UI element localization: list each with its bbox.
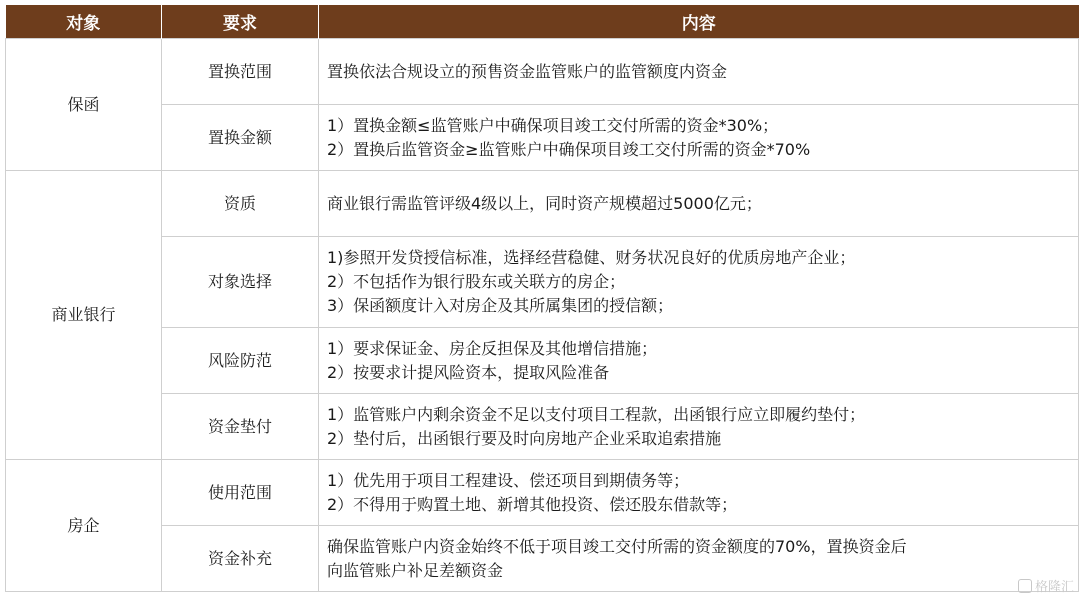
content-line: 2）垫付后，出函银行要及时向房地产企业采取追索措施	[327, 428, 722, 448]
table-row	[6, 171, 1079, 237]
table-row	[6, 460, 1079, 526]
requirement-cell: 使用范围	[162, 460, 319, 526]
requirement-cell: 风险防范	[162, 328, 319, 394]
content-cell	[319, 394, 1079, 460]
content-line: 1)参照开发贷授信标准，选择经营稳健、财务状况良好的优质房地产企业；	[327, 248, 856, 267]
requirement-cell: 资金补充	[162, 526, 319, 592]
content-cell	[319, 171, 1079, 237]
object-cell: 房企	[6, 460, 162, 592]
content-cell	[319, 237, 1079, 328]
table-row	[6, 237, 1079, 328]
content-line: 3）保函额度计入对房企及其所属集团的授信额；	[327, 296, 674, 315]
content-cell	[319, 39, 1079, 105]
content-line: 向监管账户补足差额资金	[327, 560, 504, 580]
watermark	[1018, 576, 1074, 595]
table-row	[6, 39, 1079, 105]
content-line: 置换依法合规设立的预售资金监管账户的监管额度内资金	[327, 61, 728, 81]
table-body	[6, 39, 1079, 592]
requirement-cell: 资金垫付	[162, 394, 319, 460]
object-cell: 商业银行	[6, 171, 162, 460]
content-cell	[319, 328, 1079, 394]
header-row	[6, 5, 1079, 39]
requirement-cell: 置换金额	[162, 105, 319, 171]
content-cell	[319, 526, 1079, 592]
requirement-cell: 置换范围	[162, 39, 319, 105]
header-content: 内容	[319, 5, 1079, 39]
content-line: 1）要求保证金、房企反担保及其他增信措施；	[327, 338, 658, 358]
content-line: 2）不包括作为银行股东或关联方的房企；	[327, 272, 626, 291]
content-line: 1）置换金额≤监管账户中确保项目竣工交付所需的资金*30%；	[327, 115, 779, 135]
table-row	[6, 328, 1079, 394]
policy-table	[5, 5, 1079, 592]
content-cell	[319, 105, 1079, 171]
requirement-cell: 对象选择	[162, 237, 319, 328]
content-line: 2）按要求计提风险资本，提取风险准备	[327, 362, 610, 382]
content-line: 2）不得用于购置土地、新增其他投资、偿还股东借款等；	[327, 494, 738, 514]
object-cell: 保函	[6, 39, 162, 171]
header-requirement: 要求	[162, 5, 319, 39]
requirement-cell: 资质	[162, 171, 319, 237]
content-line: 2）置换后监管资金≥监管账户中确保项目竣工交付所需的资金*70%	[327, 139, 811, 159]
table-row	[6, 526, 1079, 592]
content-line: 确保监管账户内资金始终不低于项目竣工交付所需的资金额度的70%，置换资金后	[327, 536, 907, 556]
table-row	[6, 105, 1079, 171]
content-line: 商业银行需监管评级4级以上，同时资产规模超过5000亿元；	[327, 193, 762, 213]
content-cell	[319, 460, 1079, 526]
gelonghui-logo-icon	[1018, 579, 1032, 593]
table-row	[6, 394, 1079, 460]
header-object: 对象	[6, 5, 162, 39]
watermark-text: 格隆汇	[1034, 580, 1074, 595]
content-line: 1）优先用于项目工程建设、偿还项目到期债务等；	[327, 470, 690, 490]
content-line: 1）监管账户内剩余资金不足以支付项目工程款，出函银行应立即履约垫付；	[327, 404, 866, 424]
